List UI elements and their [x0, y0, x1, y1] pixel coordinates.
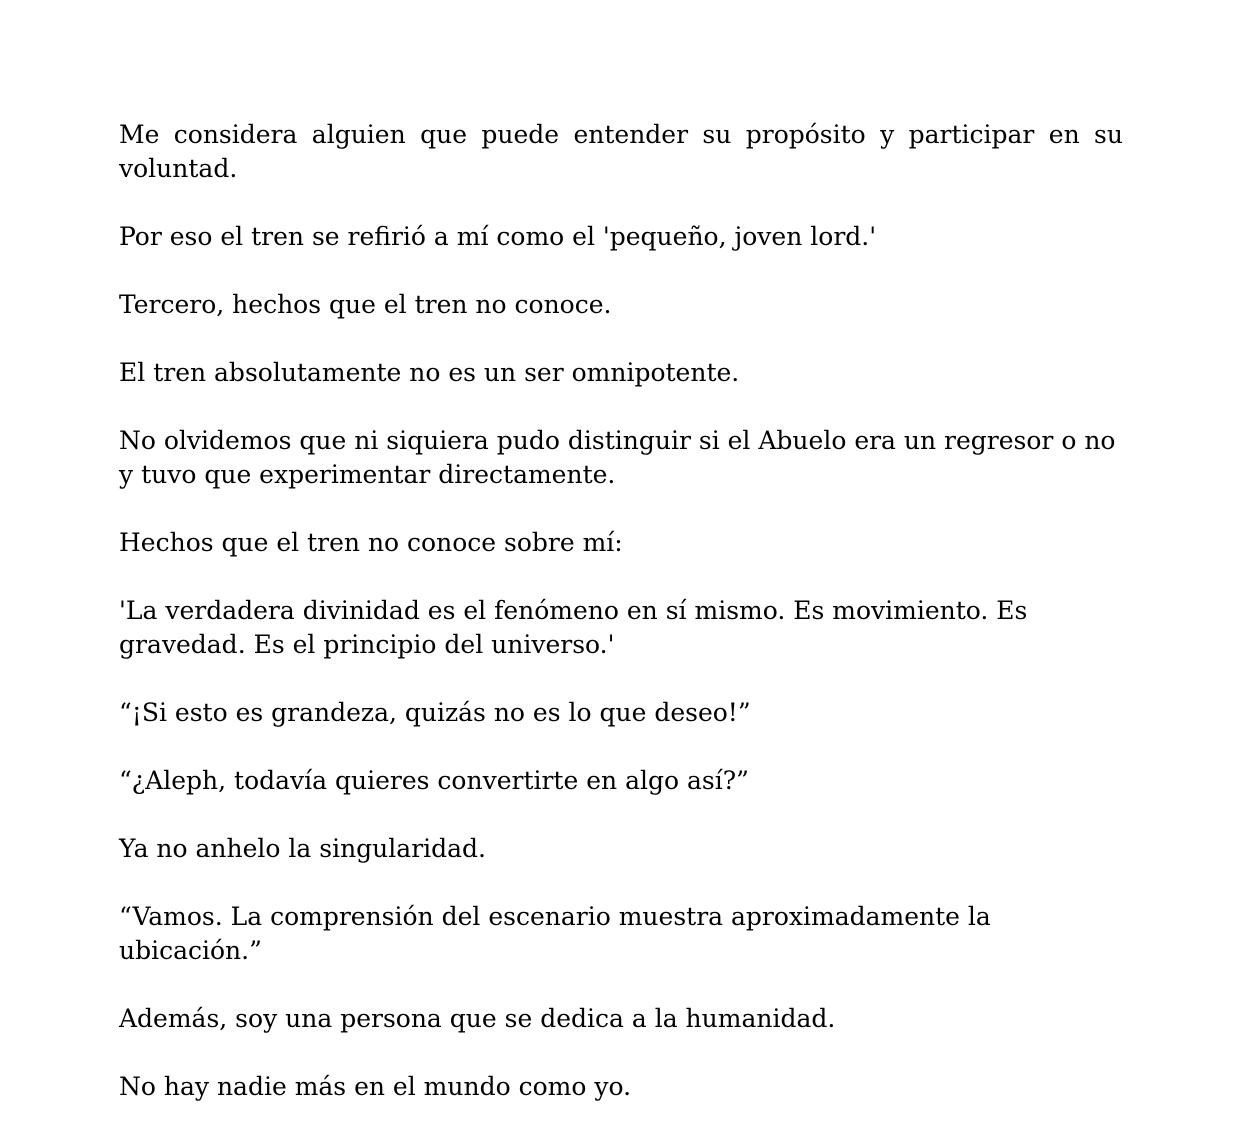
- paragraph: Hechos que el tren no conoce sobre mí:: [119, 528, 623, 557]
- paragraph: 'La verdadera divinidad es el fenómeno en sí mismo. Es movimiento. Es gravedad. Es el principio del universo.': [119, 596, 1028, 659]
- paragraph: “Vamos. La comprensión del escenario muestra aproximadamente la ubicación.”: [119, 902, 991, 965]
- paragraph: Ya no anhelo la singularidad.: [119, 834, 486, 863]
- paragraph: Tercero, hechos que el tren no conoce.: [119, 290, 612, 319]
- paragraph: No olvidemos que ni siquiera pudo distinguir si el Abuelo era un regresor o no y tuvo que experimentar directamente.: [119, 426, 1116, 489]
- paragraph: Además, soy una persona que se dedica a la humanidad.: [119, 1004, 836, 1033]
- paragraph: “¡Si esto es grandeza, quizás no es lo que deseo!”: [119, 698, 751, 727]
- paragraph: Me considera alguien que puede entender su propósito y participar en su voluntad.: [119, 120, 1123, 183]
- paragraph: El tren absolutamente no es un ser omnipotente.: [119, 358, 740, 387]
- paragraph: Por eso el tren se refirió a mí como el 'pequeño, joven lord.': [119, 222, 877, 251]
- document-body: [119, 118, 1123, 1138]
- paragraph: “¿Aleph, todavía quieres convertirte en algo así?”: [119, 766, 749, 795]
- paragraph: No hay nadie más en el mundo como yo.: [119, 1072, 632, 1101]
